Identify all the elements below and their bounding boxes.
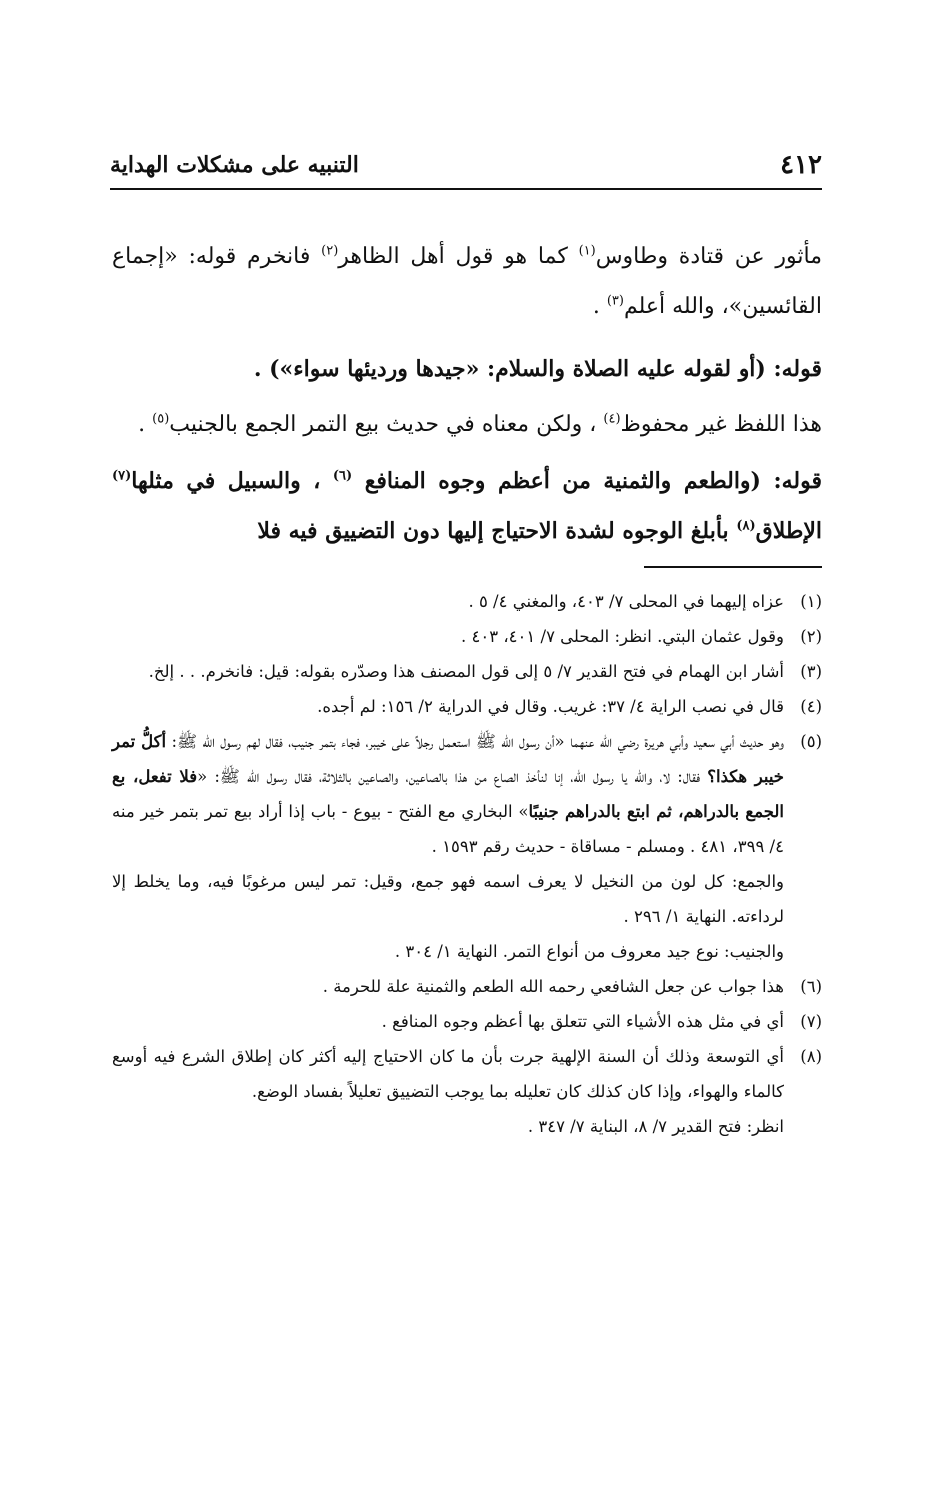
footnote-number: (٢) (800, 627, 822, 646)
footnote-number: (٨) (800, 1047, 822, 1066)
paragraph-1-text-b: كما هو قول أهل الظاهر (338, 244, 579, 269)
footnote-5-text-b: فقال: لا، والله يا رسول الله، إنا لنأخذ الصاع من هذا بالصاعين، والصاعين بالثلاثة، فقال رسول الله ﷺ: « (197, 767, 708, 786)
book-title: التنبيه على مشكلات الهداية (110, 152, 359, 178)
footnote-7 (112, 1004, 822, 1039)
paragraph-4 (112, 456, 822, 556)
footnote-5-bold-b: فلا تفعل، بع الجمع بالدراهم، ثم ابتع بالدراهم جنيبًا (112, 767, 784, 821)
page-number: ٤١٢ (780, 150, 822, 180)
footnote-text: أشار ابن الهمام في فتح القدير ٧/ ٥ إلى قول المصنف هذا وصدّره بقوله: قيل: فانخرم. . . إلخ. (148, 662, 784, 681)
paragraph-3-text-b: ، ولكن معناه في حديث بيع التمر الجمع بالجنيب (169, 412, 604, 437)
footnote-5 (112, 724, 822, 969)
footnote-text: أي التوسعة وذلك أن السنة الإلهية جرت بأن ما كان الاحتياج إليه أكثر كان إطلاق الشرع فيه أوسع كالماء والهواء، وإذا كان كذلك كان تعليله بما يوجب التضييق تعليلاً بفساد الوضع. (112, 1047, 784, 1101)
paragraph-2-text: قوله: (أو لقوله عليه الصلاة والسلام: «جيدها ورديئها سواء») . (253, 356, 822, 382)
main-text (112, 232, 822, 562)
footnote-text: هذا جواب عن جعل الشافعي رحمه الله الطعم والثمنية علة للحرمة . (322, 977, 784, 996)
footnote-number: (٧) (800, 1012, 822, 1031)
footnote-number: (١) (800, 592, 822, 611)
paragraph-3-text-a: هذا اللفظ غير محفوظ (620, 412, 822, 437)
paragraph-4-text-a: قوله: (والطعم والثمنية من أعظم وجوه المنافع (352, 468, 822, 494)
footnote-5-text-a: وهو حديث أبي سعيد وأبي هريرة رضي الله عنهما «أن رسول الله ﷺ استعمل رجلاً على خيبر، فجاء بتمر جنيب، فقال لهم رسول الله ﷺ: (166, 732, 784, 751)
footnote-ref-3[interactable]: (٣) (606, 293, 624, 309)
footnote-5-text-c: » البخاري مع الفتح - بيوع - باب إذا أراد بيع تمر بتمر خير منه ٤/ ٣٩٩، ٤٨١ . ومسلم - مساقاة - حديث رقم ١٥٩٣ . (112, 802, 784, 856)
footnote-separator (644, 566, 822, 568)
footnote-ref-6[interactable]: (٦) (332, 468, 353, 484)
footnote-8-reference: انظر: فتح القدير ٧/ ٨، البناية ٧/ ٣٤٧ . (527, 1117, 784, 1136)
footnote-text: وقول عثمان البتي. انظر: المحلى ٧/ ٤٠١، ٤٠٣ . (460, 627, 784, 646)
footnote-ref-1[interactable]: (١) (578, 243, 596, 259)
paragraph-4-text-c: الإطلاق (755, 518, 822, 544)
paragraph-1-text-a: مأثور عن قتادة وطاوس (595, 244, 822, 269)
footnote-8 (112, 1039, 822, 1144)
footnote-2 (112, 619, 822, 654)
footnote-5-gloss-janib: والجنيب: نوع جيد معروف من أنواع التمر. النهاية ١/ ٣٠٤ . (394, 942, 784, 961)
footnote-5-bold-a: أكلُّ تمر خيبر هكذا؟ (112, 732, 785, 786)
paragraph-1 (112, 232, 822, 332)
footnote-1 (112, 584, 822, 619)
footnote-number: (٥) (800, 732, 822, 751)
footnote-text: قال في نصب الراية ٤/ ٣٧: غريب. وقال في الدراية ٢/ ١٥٦: لم أجده. (317, 697, 784, 716)
footnote-text: أي في مثل هذه الأشياء التي تتعلق بها أعظم وجوه المنافع . (381, 1012, 784, 1031)
footnote-text (112, 724, 784, 864)
footnote-5-gloss-jam: والجمع: كل لون من النخيل لا يعرف اسمه فهو جمع، وقيل: تمر ليس مرغوبًا فيه، وما يخلط إلا لرداءته. النهاية ١/ ٢٩٦ . (112, 872, 784, 926)
footnote-text: عزاه إليهما في المحلى ٧/ ٤٠٣، والمغني ٤/ ٥ . (468, 592, 784, 611)
footnote-ref-2[interactable]: (٢) (321, 243, 339, 259)
paragraph-1-text-d: . (592, 294, 607, 319)
footnote-ref-5[interactable]: (٥) (152, 411, 170, 427)
paragraph-3 (112, 400, 822, 450)
footnote-number: (٤) (800, 697, 822, 716)
paragraph-1-text-c: فانخرم قوله: «إجماع القائسين»، والله أعلم (112, 244, 822, 319)
running-header (110, 148, 822, 190)
footnotes (112, 584, 822, 1144)
footnote-6 (112, 969, 822, 1004)
paragraph-3-text-c: . (138, 412, 153, 437)
footnote-4 (112, 689, 822, 724)
footnote-number: (٦) (800, 977, 822, 996)
footnote-number: (٣) (800, 662, 822, 681)
footnote-ref-8[interactable]: (٨) (736, 518, 756, 534)
footnote-3 (112, 654, 822, 689)
footnote-ref-7[interactable]: (٧) (112, 468, 132, 484)
paragraph-2 (112, 344, 822, 394)
paragraph-4-text-b: ، والسبيل في مثلها (131, 468, 333, 494)
paragraph-4-text-d: بأبلغ الوجوه لشدة الاحتياج إليها دون التضييق فيه فلا (257, 518, 737, 544)
footnote-ref-4[interactable]: (٤) (603, 411, 621, 427)
